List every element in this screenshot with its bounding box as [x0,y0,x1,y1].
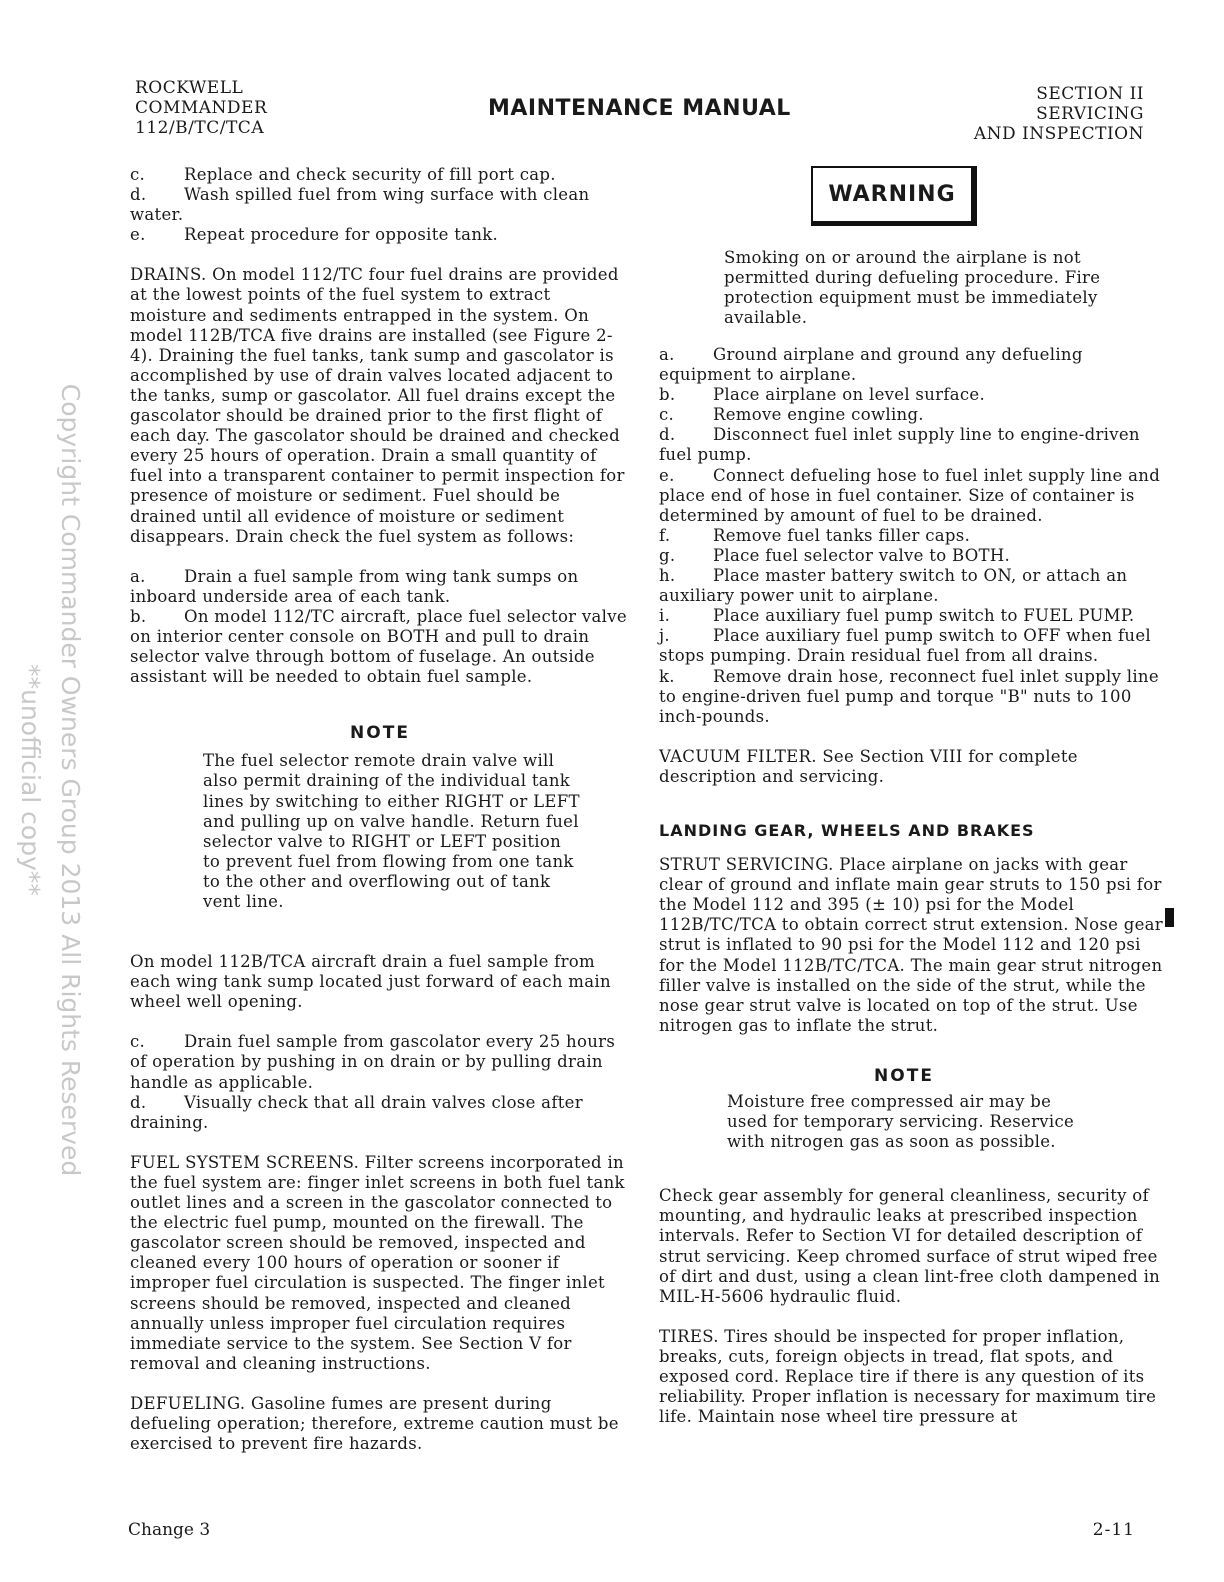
gear-check-paragraph: Check gear assembly for general cleanliness, security of mounting, and hydraulic leaks at prescribed inspection intervals. Refer to Section VI for detailed description of strut servicing. Keep chromed surface of strut wiped free of dirt and dust, using a clean lint-free cloth dampened in MIL-H-5606 hydraulic fluid. [659,1186,1161,1306]
header-left-line: ROCKWELL [135,78,244,98]
item-label: k. [659,666,675,686]
list-item [130,1032,630,1092]
header-section [974,84,1144,144]
item-label: c. [130,1032,146,1052]
item-label: d. [130,1092,147,1112]
item-label: e. [659,465,675,485]
list-item [130,607,630,687]
strut-servicing-paragraph: STRUT SERVICING. Place airplane on jacks with gear clear of ground and inflate main gear struts to 150 psi for the Model 112 and 395 (± 10) psi for the Model 112B/TC/TCA to obtain correct strut extension. Nose gear strut is inflated to 90 psi for the Model 112 and 120 psi for the Model 112B/TC/TCA. The main gear strut nitrogen filler valve is installed on the side of the strut, while the nose gear strut valve is located on top of the strut. Use nitrogen gas to inflate the strut. [659,855,1163,1035]
change-bar [1165,908,1174,927]
warning-text: Smoking on or around the airplane is not permitted during defueling procedure. Fire protection equipment must be immediately available. [724,248,1101,328]
item-label: e. [130,225,146,245]
model-112b-paragraph: On model 112B/TCA aircraft drain a fuel sample from each wing tank sump located just forward of each main wheel well opening. [130,952,611,1012]
fuel-screens-paragraph: FUEL SYSTEM SCREENS. Filter screens incorporated in the fuel system are: finger inlet screens in both fuel tank outlet lines and a screen in the gascolator connected to the electric fuel pump, mounted on the firewall. The gascolator screen should be removed, inspected and cleaned every 100 hours of operation or sooner if improper fuel circulation is suspected. The finger inlet screens should be removed, inspected and cleaned annually unless improper fuel circulation requires immediate service to the system. See Section V for removal and cleaning instructions. [130,1152,625,1373]
item-text: Repeat procedure for opposite tank. [184,225,499,245]
list-item [659,425,1169,465]
item-text: Place fuel selector valve to BOTH. [713,545,1011,565]
watermark-line: **unofficial copy** [16,664,45,896]
page-title: MAINTENANCE MANUAL [488,96,791,121]
item-text: Place master battery switch to ON, or attach an auxiliary power unit to airplane. [659,566,1128,606]
item-text: Disconnect fuel inlet supply line to engine-driven fuel pump. [659,425,1140,465]
item-text: Place airplane on level surface. [713,385,986,405]
item-label: d. [659,425,676,445]
item-text: Connect defueling hose to fuel inlet supply line and place end of hose in fuel container. Size of container is determined by amount of fuel to be drained. [659,465,1161,525]
list-item [659,466,1169,526]
vacuum-filter-paragraph: VACUUM FILTER. See Section VIII for complete description and servicing. [659,746,1078,786]
item-text: Drain fuel sample from gascolator every 25 hours of operation by pushing in on drain or by pulling drain handle as applicable. [130,1032,616,1092]
item-label: g. [659,545,676,565]
header-right-line: AND INSPECTION [973,124,1144,144]
header-left-line: COMMANDER [135,98,268,118]
item-label: b. [659,385,676,405]
item-text: Remove fuel tanks filler caps. [713,525,971,545]
warning-label: WARNING [811,166,977,226]
header-left-line: 112/B/TC/TCA [135,118,265,138]
item-text: Drain a fuel sample from wing tank sumps on inboard underside area of each tank. [130,566,579,606]
watermark-line: Copyright Commander Owners Group 2013 All Rights Reserved [56,383,85,1177]
item-text: Place auxiliary fuel pump switch to FUEL PUMP. [713,606,1135,626]
item-label: a. [130,566,146,586]
list-item [130,225,630,245]
change-number: Change 3 [128,1520,211,1540]
drains-paragraph: DRAINS. On model 112/TC four fuel drains are provided at the lowest points of the fuel system to extract moisture and sediments entrapped in the system. On model 112B/TCA five drains are installed (see Figure 2-4). Draining the fuel tanks, tank sump and gascolator is accomplished by use of drain valves located adjacent to the tanks, sump or gascolator. All fuel drains except the gascolator should be drained prior to the first flight of each day. The gascolator should be drained and checked every 25 hours of operation. Drain a small quantity of fuel into a transparent container to permit inspection for presence of moisture or sediment. Fuel should be drained until all evidence of moisture or sediment disappears. Drain check the fuel system as follows: [130,265,625,546]
item-text: Visually check that all drain valves close after draining. [130,1092,583,1132]
defueling-paragraph: DEFUELING. Gasoline fumes are present during defueling operation; therefore, extreme caution must be exercised to prevent fire hazards. [130,1393,619,1454]
header-right-line: SECTION II [1036,84,1144,104]
page-number: 2-11 [1092,1520,1135,1540]
item-label: b. [130,606,147,626]
item-text: On model 112/TC aircraft, place fuel selector valve on interior center console on BOTH and pull to drain selector valve through bottom of fuselage. An outside assistant will be needed to obtain fuel sample. [130,606,627,687]
item-label: i. [659,606,671,626]
list-item [659,606,1169,626]
item-text: Ground airplane and ground any defueling equipment to airplane. [659,345,1083,385]
list-item [130,1093,630,1133]
list-item [659,405,1169,425]
header-right-line: SERVICING [1036,104,1144,124]
item-text: Place auxiliary fuel pump switch to OFF when fuel stops pumping. Drain residual fuel from all drains. [659,626,1151,666]
list-item [659,546,1169,566]
right-column [659,345,1169,1427]
list-item [130,185,630,225]
list-item [659,566,1169,606]
item-text: Replace and check security of fill port cap. [184,165,556,184]
list-item [659,345,1169,385]
tires-paragraph: TIRES. Tires should be inspected for proper inflation, breaks, cuts, foreign objects in tread, flat spots, and exposed cord. Replace tire if there is any question of its reliability. Proper inflation is necessary for maximum tire life. Maintain nose wheel tire pressure at [659,1326,1157,1427]
item-label: c. [659,405,675,425]
note-heading: NOTE [350,723,410,744]
item-text: Wash spilled fuel from wing surface with clean water. [130,185,590,225]
item-label: j. [659,626,670,646]
item-label: d. [130,185,147,205]
note-heading: NOTE [874,1065,934,1086]
header-aircraft-model [135,78,267,138]
item-label: c. [130,165,146,184]
list-item [659,626,1169,666]
item-text: Remove engine cowling. [713,405,924,425]
item-label: h. [659,566,676,586]
list-item [130,165,630,185]
item-label: a. [659,345,675,364]
list-item [659,667,1169,727]
list-item [659,526,1169,546]
note-text: Moisture free compressed air may be used for temporary servicing. Reservice with nitrogen gas as soon as possible. [727,1092,1075,1152]
item-label: f. [659,525,671,545]
list-item [130,567,630,607]
list-item [659,385,1169,405]
left-column [130,165,630,1454]
landing-gear-heading: LANDING GEAR, WHEELS AND BRAKES [659,820,1035,840]
item-text: Remove drain hose, reconnect fuel inlet supply line to engine-driven fuel pump and torque "B" nuts to 100 inch-pounds. [659,666,1159,726]
note-text: The fuel selector remote drain valve will also permit draining of the individual tank lines by switching to either RIGHT or LEFT and pulling up on valve handle. Return fuel selector valve to RIGHT or LEFT position to prevent fuel from flowing from one tank to the other and overflowing out of tank vent line. [203,751,580,911]
